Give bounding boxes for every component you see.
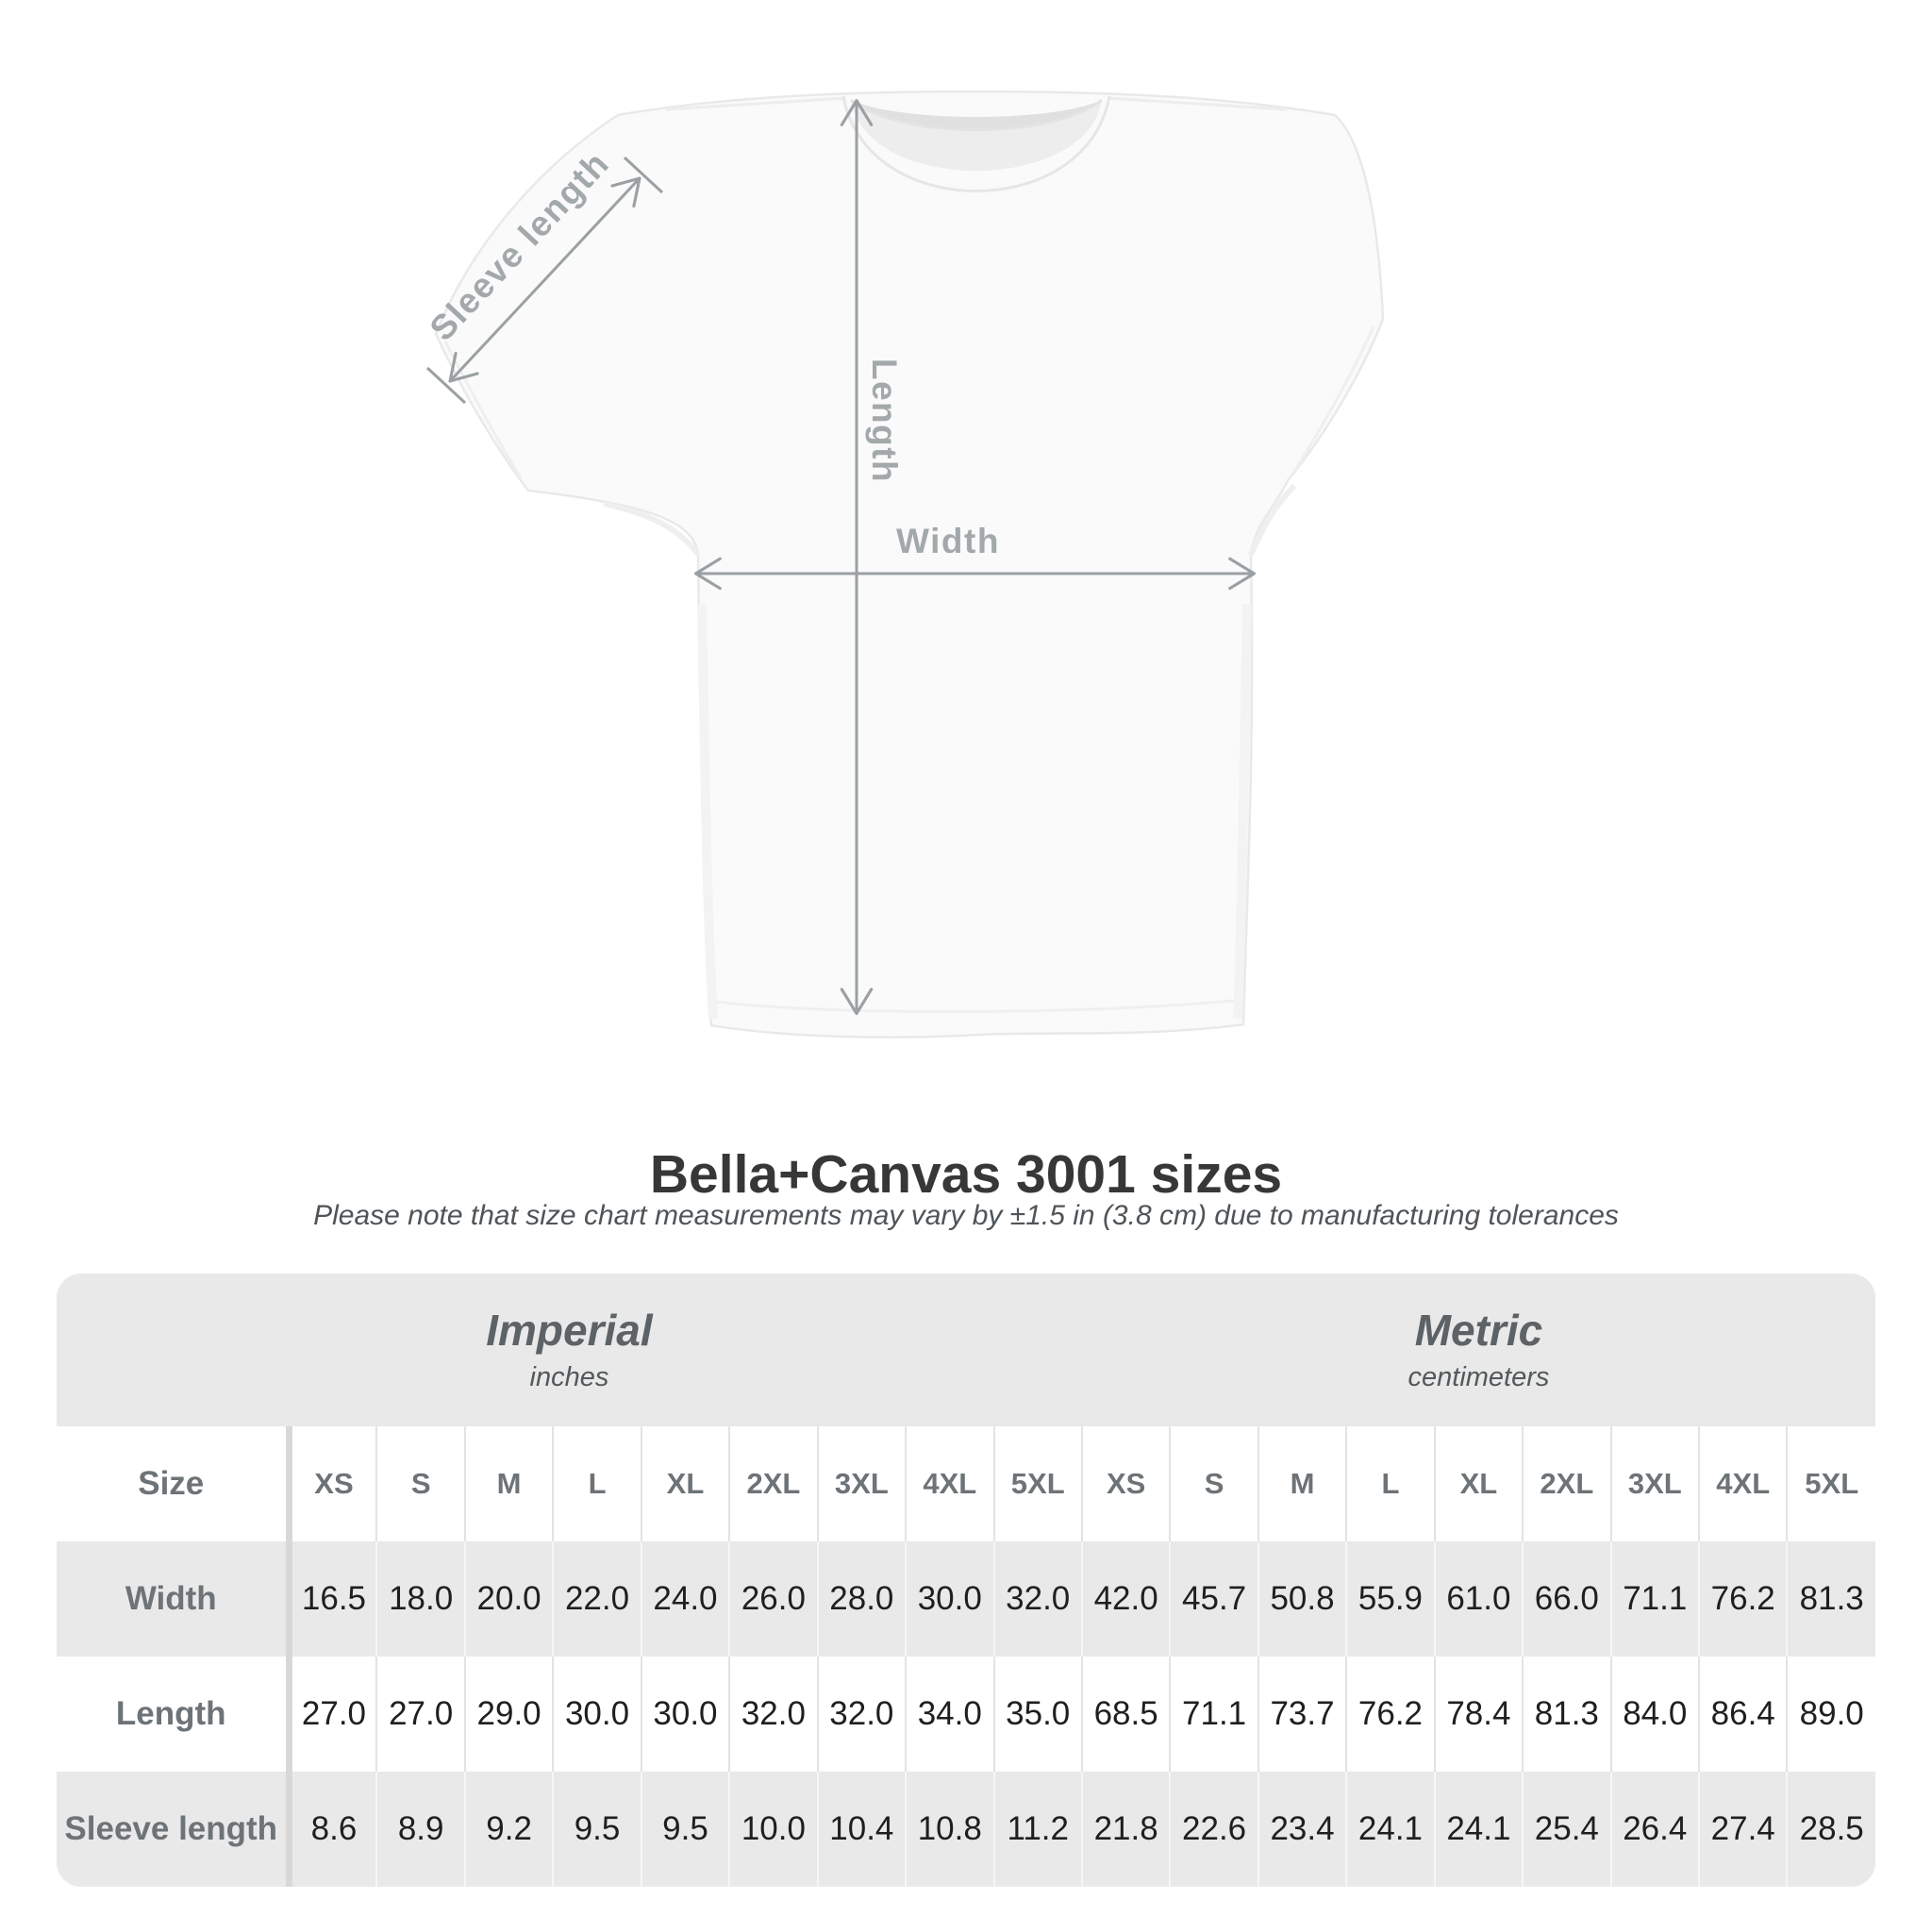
width-value: 76.2 — [1699, 1541, 1787, 1657]
width-value: 61.0 — [1435, 1541, 1523, 1657]
size-header: L — [553, 1426, 641, 1541]
size-header: XL — [641, 1426, 729, 1541]
width-value: 26.0 — [729, 1541, 817, 1657]
size-header-row — [57, 1426, 1875, 1541]
size-column-header: Size — [138, 1465, 205, 1502]
length-value: 27.0 — [376, 1657, 464, 1772]
width-value: 66.0 — [1523, 1541, 1610, 1657]
length-row — [57, 1657, 1875, 1772]
width-label: Width — [896, 522, 1000, 560]
sleeve-length-value: 27.4 — [1699, 1772, 1787, 1887]
unit-group-header-row — [57, 1274, 1875, 1426]
size-header: 5XL — [1787, 1426, 1875, 1541]
length-value: 32.0 — [818, 1657, 906, 1772]
sleeve-length-value: 26.4 — [1611, 1772, 1699, 1887]
size-header: 3XL — [1611, 1426, 1699, 1541]
tshirt-illustration — [436, 92, 1383, 1038]
size-table-container — [57, 1274, 1875, 1887]
length-value: 27.0 — [289, 1657, 376, 1772]
length-value: 29.0 — [465, 1657, 553, 1772]
length-value: 30.0 — [553, 1657, 641, 1772]
length-value: 68.5 — [1082, 1657, 1170, 1772]
width-value: 81.3 — [1787, 1541, 1875, 1657]
width-value: 55.9 — [1346, 1541, 1434, 1657]
sleeve-length-value: 8.9 — [376, 1772, 464, 1887]
length-row-label: Length — [115, 1695, 226, 1732]
size-header: L — [1346, 1426, 1434, 1541]
imperial-unit: inches — [529, 1362, 609, 1392]
length-value: 35.0 — [994, 1657, 1082, 1772]
sleeve-length-row-label: Sleeve length — [64, 1810, 278, 1847]
width-value: 50.8 — [1258, 1541, 1346, 1657]
width-row — [57, 1541, 1875, 1657]
length-value: 32.0 — [729, 1657, 817, 1772]
sleeve-length-value: 9.5 — [641, 1772, 729, 1887]
sleeve-length-label: Sleeve length — [422, 143, 617, 348]
sleeve-length-value: 10.0 — [729, 1772, 817, 1887]
page-title: Bella+Canvas 3001 sizes — [649, 1144, 1283, 1205]
sleeve-length-value: 25.4 — [1523, 1772, 1610, 1887]
size-table — [57, 1274, 1875, 1887]
size-header: M — [1258, 1426, 1346, 1541]
sleeve-length-value: 24.1 — [1346, 1772, 1434, 1887]
length-value: 86.4 — [1699, 1657, 1787, 1772]
length-value: 30.0 — [641, 1657, 729, 1772]
width-value: 28.0 — [818, 1541, 906, 1657]
metric-group-header — [1082, 1274, 1875, 1426]
size-header: M — [465, 1426, 553, 1541]
width-value: 30.0 — [906, 1541, 993, 1657]
width-value: 42.0 — [1082, 1541, 1170, 1657]
size-header: 2XL — [1523, 1426, 1610, 1541]
length-value: 84.0 — [1611, 1657, 1699, 1772]
sleeve-length-value: 28.5 — [1787, 1772, 1875, 1887]
length-value: 34.0 — [906, 1657, 993, 1772]
width-value: 71.1 — [1611, 1541, 1699, 1657]
size-header: 3XL — [818, 1426, 906, 1541]
size-header: 2XL — [729, 1426, 817, 1541]
metric-unit: centimeters — [1407, 1362, 1550, 1392]
size-header: 4XL — [1699, 1426, 1787, 1541]
length-value: 81.3 — [1523, 1657, 1610, 1772]
size-header: S — [376, 1426, 464, 1541]
size-header: 4XL — [906, 1426, 993, 1541]
length-value: 78.4 — [1435, 1657, 1523, 1772]
size-header: 5XL — [994, 1426, 1082, 1541]
width-value: 22.0 — [553, 1541, 641, 1657]
width-row-label: Width — [125, 1580, 217, 1617]
width-value: 32.0 — [994, 1541, 1082, 1657]
width-value: 45.7 — [1170, 1541, 1257, 1657]
length-value: 76.2 — [1346, 1657, 1434, 1772]
length-value: 73.7 — [1258, 1657, 1346, 1772]
size-header: XL — [1435, 1426, 1523, 1541]
metric-label: Metric — [1414, 1306, 1543, 1355]
tolerance-note: Please note that size chart measurements may vary by ±1.5 in (3.8 cm) due to manufacturing tolerances — [313, 1200, 1619, 1231]
sleeve-length-value: 9.2 — [465, 1772, 553, 1887]
length-value: 89.0 — [1787, 1657, 1875, 1772]
size-header: S — [1170, 1426, 1257, 1541]
sleeve-length-value: 24.1 — [1435, 1772, 1523, 1887]
sleeve-length-value: 8.6 — [289, 1772, 376, 1887]
imperial-group-header — [57, 1274, 1082, 1426]
sleeve-length-value: 21.8 — [1082, 1772, 1170, 1887]
size-header: XS — [289, 1426, 376, 1541]
length-label: Length — [865, 358, 904, 484]
width-value: 20.0 — [465, 1541, 553, 1657]
length-value: 71.1 — [1170, 1657, 1257, 1772]
sleeve-length-value: 9.5 — [553, 1772, 641, 1887]
sleeve-length-value: 10.4 — [818, 1772, 906, 1887]
sleeve-length-value: 23.4 — [1258, 1772, 1346, 1887]
sleeve-length-value: 11.2 — [994, 1772, 1082, 1887]
sleeve-length-row — [57, 1772, 1875, 1887]
sleeve-length-value: 10.8 — [906, 1772, 993, 1887]
imperial-label: Imperial — [486, 1306, 653, 1355]
sleeve-length-value: 22.6 — [1170, 1772, 1257, 1887]
width-value: 16.5 — [289, 1541, 376, 1657]
width-value: 18.0 — [376, 1541, 464, 1657]
width-value: 24.0 — [641, 1541, 729, 1657]
size-header: XS — [1082, 1426, 1170, 1541]
